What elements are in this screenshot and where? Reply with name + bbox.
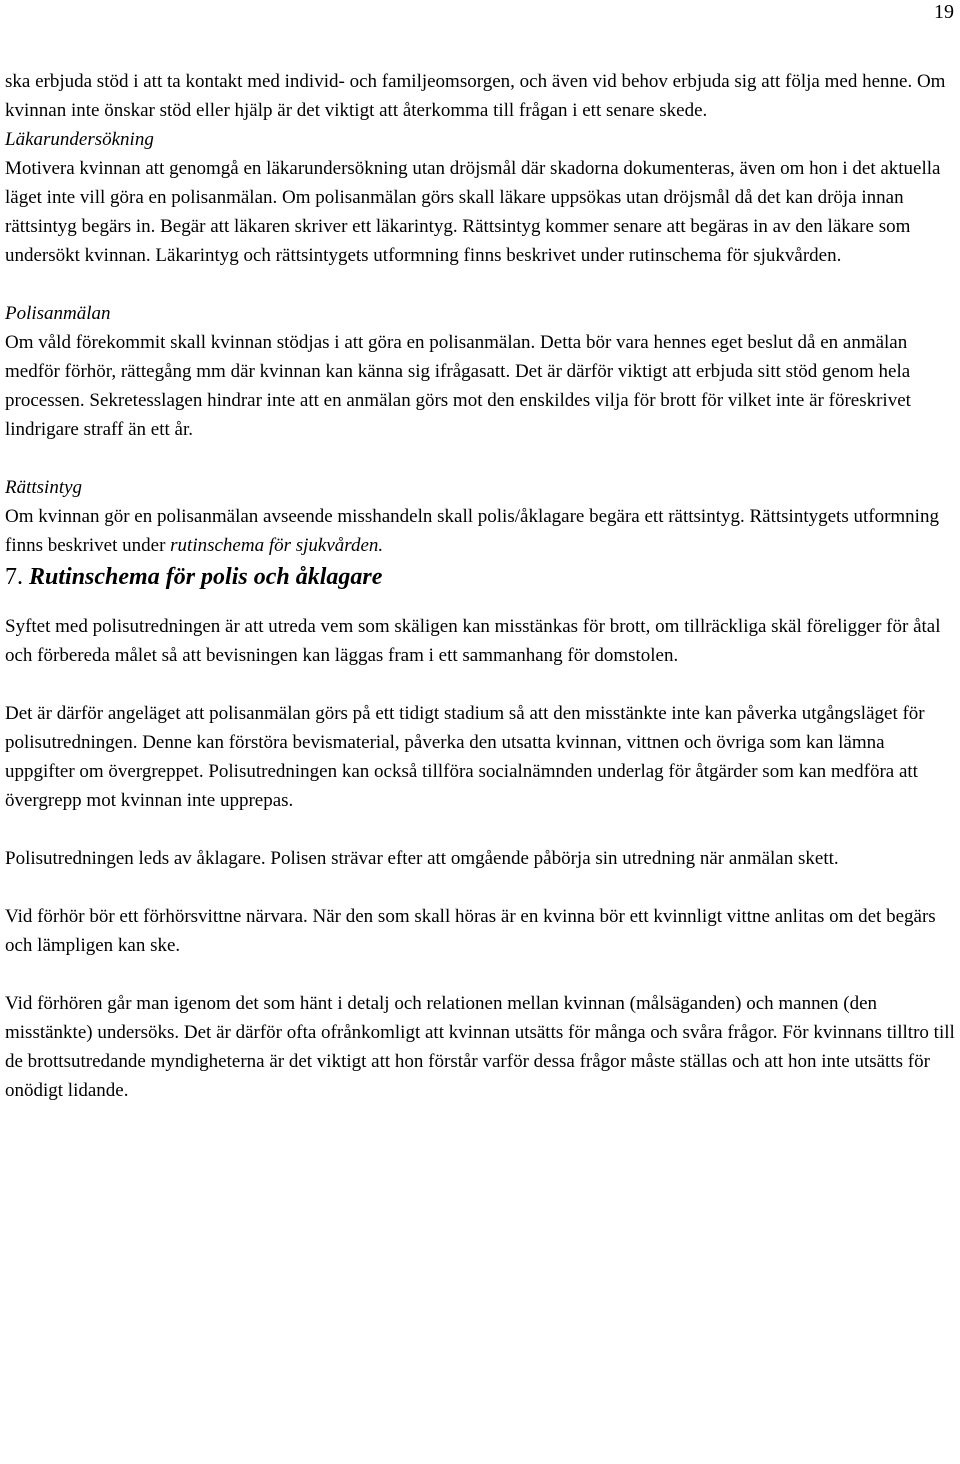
section-text bbox=[5, 502, 955, 560]
section-lakarundersokning bbox=[5, 125, 955, 270]
chapter-title: Rutinschema för polis och åklagare bbox=[29, 564, 383, 590]
chapter-number: 7. bbox=[5, 564, 23, 590]
section-title: Läkarundersökning bbox=[5, 129, 154, 150]
section-title: Rättsintyg bbox=[5, 477, 83, 498]
section-text-plain: Om kvinnan gör en polisanmälan avseende misshandeln skall polis/åklagare begära ett rättsintyg. Rättsintygets utformning finns beskrivet under bbox=[5, 506, 939, 556]
section-text: Motivera kvinnan att genomgå en läkarundersökning utan dröjsmål där skadorna dokumenteras, även om hon i det aktuella läget inte vill göra en polisanmälan. Om polisanmälan görs skall läkare uppsökas utan dröjsmål då det kan dröja innan rättsintyg begärs in. Begär att läkaren skriver ett läkarintyg. Rättsintyg kommer senare att begäras in av den läkare som undersökt kvinnan. Läkarintyg och rättsintygets utformning finns beskrivet under rutinschema för sjukvården. bbox=[5, 158, 941, 266]
section-title: Polisanmälan bbox=[5, 303, 111, 324]
section-text: Om våld förekommit skall kvinnan stödjas i att göra en polisanmälan. Detta bör vara hennes eget beslut då en anmälan medför förhör, rättegång mm där kvinnan kan känna sig ifrågasatt. Det är därför viktigt att erbjuda sitt stöd genom hela processen. Sekretesslagen hindrar inte att en anmälan görs mot den enskildes vilja för brott för vilket inte är föreskrivet lindrigare straff än ett år. bbox=[5, 332, 911, 440]
chapter-paragraph: Det är därför angeläget att polisanmälan görs på ett tidigt stadium så att den misstänkte inte kan påverka utgångsläget för polisutredningen. Denne kan förstöra bevismaterial, påverka den utsatta kvinnan, vittnen och övriga som kan lämna uppgifter om övergreppet. Polisutredningen kan också tillföra socialnämnden underlag för åtgärder som kan medföra att övergrepp mot kvinnan inte upprepas. bbox=[5, 703, 925, 811]
section-rattsintyg bbox=[5, 473, 955, 560]
section-text-italic: rutinschema för sjukvården. bbox=[170, 535, 384, 556]
document-body bbox=[5, 67, 955, 1105]
chapter-paragraph: Vid förhören går man igenom det som hänt i detalj och relationen mellan kvinnan (målsäganden) och mannen (den misstänkte) undersöks. Det är därför ofta ofrånkomligt att kvinnan utsätts för många och svåra frågor. För kvinnans tilltro till de brottsutredande myndigheterna är det viktigt att hon förstår varför dessa frågor måste ställas och att hon inte utsätts för onödigt lidande. bbox=[5, 993, 955, 1101]
intro-paragraph: ska erbjuda stöd i att ta kontakt med individ- och familjeomsorgen, och även vid behov erbjuda sig att följa med henne. Om kvinnan inte önskar stöd eller hjälp är det viktigt att återkomma till frågan i ett senare skede. bbox=[5, 71, 946, 121]
page-number: 19 bbox=[934, 1, 954, 23]
chapter-paragraph: Syftet med polisutredningen är att utreda vem som skäligen kan misstänkas för brott, om tillräckliga skäl föreligger för åtal och förbereda målet så att bevisningen kan läggas fram i ett sammanhang för domstolen. bbox=[5, 616, 941, 666]
chapter-heading bbox=[5, 560, 955, 594]
chapter-paragraph: Polisutredningen leds av åklagare. Polisen strävar efter att omgående påbörja sin utredning när anmälan skett. bbox=[5, 848, 839, 869]
section-polisanmalan bbox=[5, 299, 955, 444]
chapter-paragraph: Vid förhör bör ett förhörsvittne närvara. När den som skall höras är en kvinna bör ett kvinnligt vittne anlitas om det begärs och lämpligen kan ske. bbox=[5, 906, 936, 956]
